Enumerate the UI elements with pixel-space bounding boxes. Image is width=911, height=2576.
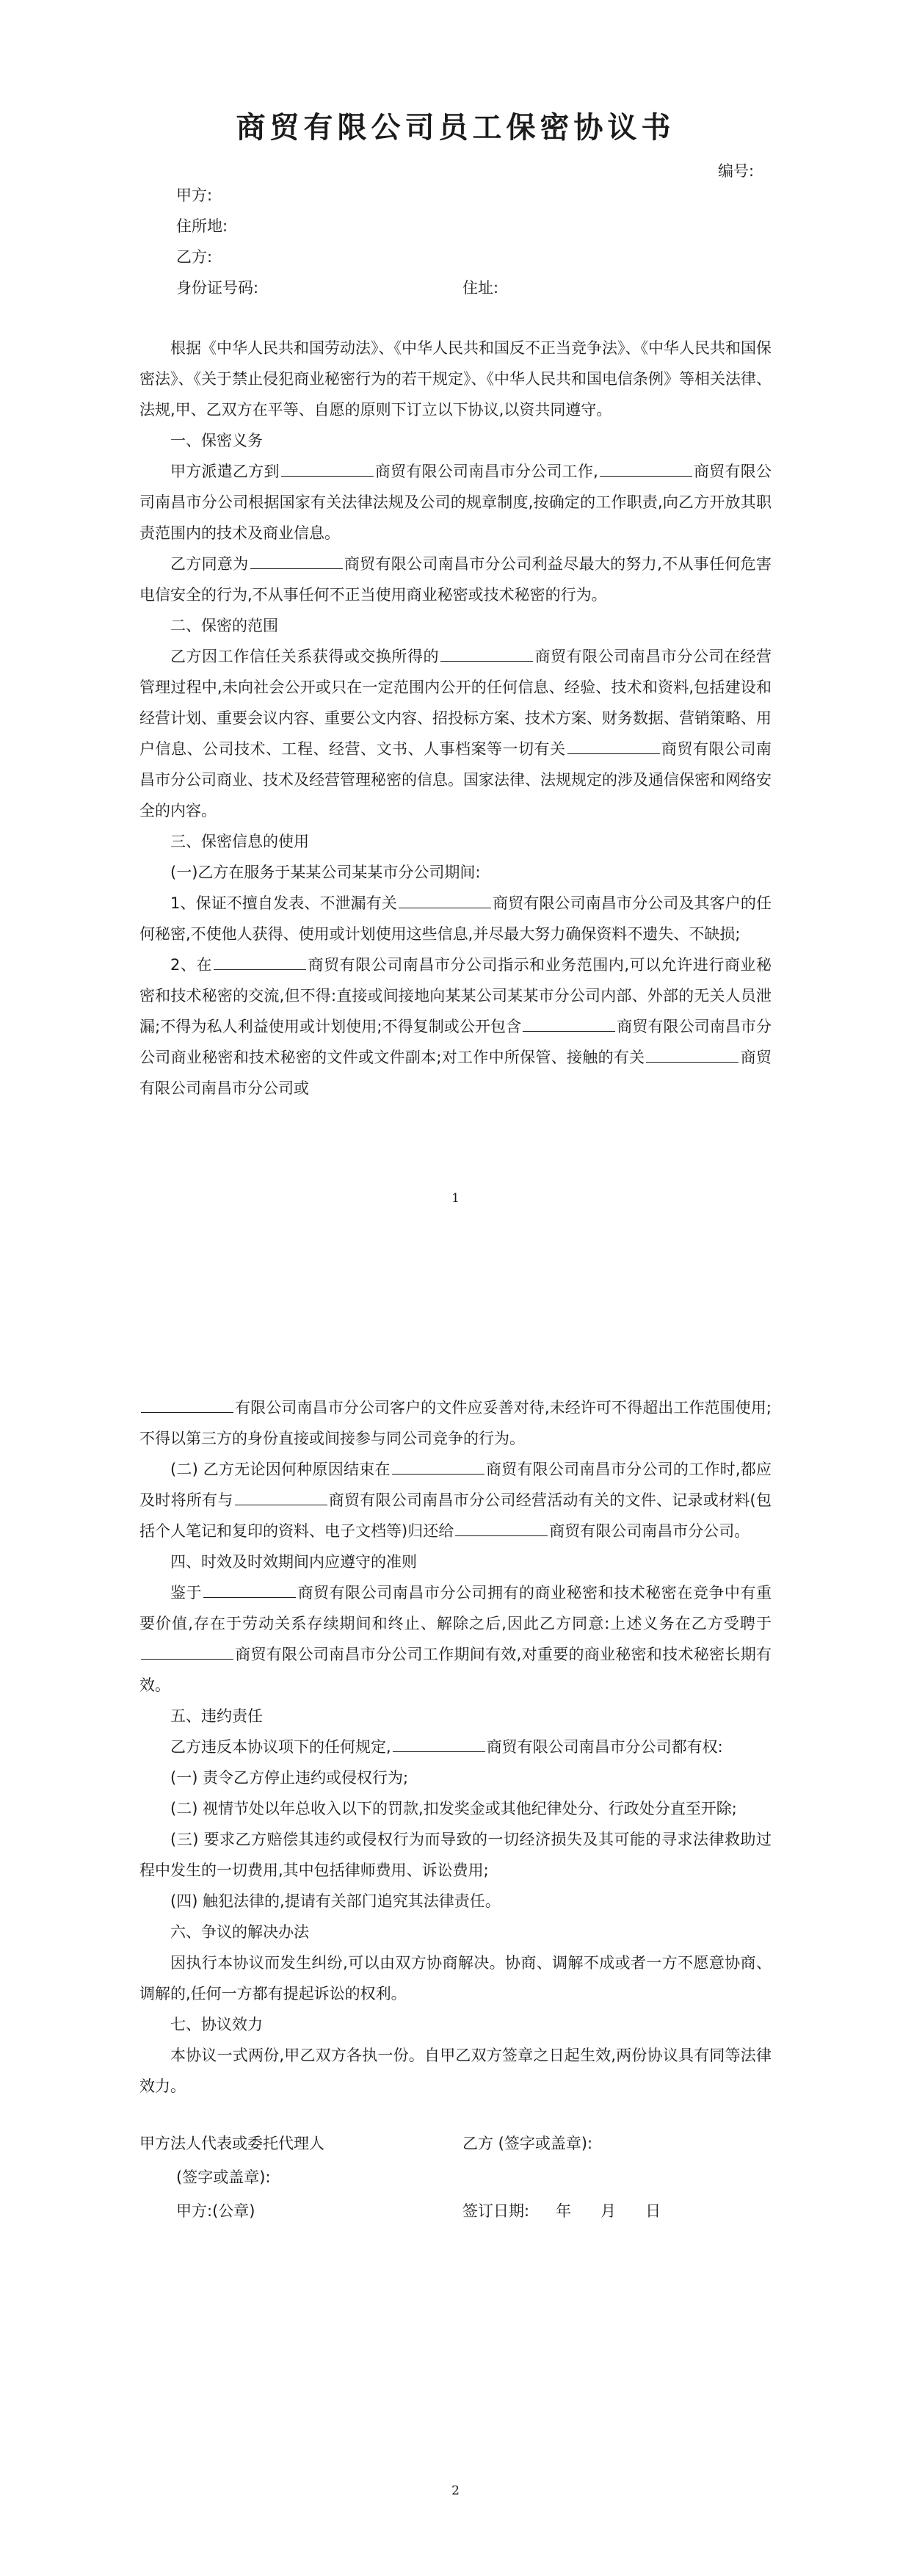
section-5-item-3: (三) 要求乙方赔偿其违约或侵权行为而导致的一切经济损失及其可能的寻求法律救助过程中发生的一切费用,其中包括律师费用、诉讼费用; [139,1831,772,1879]
section-2-heading: 二、保密的范围 [170,617,278,634]
blank-line [235,1490,327,1505]
section-5-item-1: (一) 责令乙方停止违约或侵权行为; [170,1769,409,1787]
section-3-heading: 三、保密信息的使用 [170,833,309,850]
section-5-paragraph: 乙方违反本协议项下的任何规定, 商贸有限公司南昌市分公司都有权: [170,1738,723,1756]
section-5-heading: 五、违约责任 [170,1707,263,1725]
section-1-paragraph-2: 乙方同意为 商贸有限公司南昌市分公司利益尽最大的努力,不从事任何危害电信安全的行为,不从事任何不正当使用商业秘密或技术秘密的行为。 [139,555,772,604]
party-b-signature-label: 乙方 (签字或盖章): [462,2135,593,2152]
page-1-body [139,180,772,1104]
section-5-item-2: (二) 视情节处以年总收入以下的罚款,扣发奖金或其他纪律处分、行政处分直至开除; [170,1800,737,1817]
section-3-item-1: 1、保证不擅自发表、不泄漏有关 商贸有限公司南昌市分公司及其客户的任何秘密,不使他人获得、使用或计划使用这些信息,并尽最大努力确保资料不遗失、不缺损; [139,894,772,943]
blank-line [455,1521,548,1536]
blank-line [399,893,491,908]
document-title: 商贸有限公司员工保密协议书 [236,110,675,145]
blank-line [141,1397,233,1413]
blank-line [440,646,533,662]
intro-paragraph: 根据《中华人民共和国劳动法》、《中华人民共和国反不正当竞争法》、《中华人民共和国保密法》、《关于禁止侵犯商业秘密行为的若干规定》、《中华人民共和国电信条例》等相关法律、法规,甲、乙双方在平等、自愿的原则下订立以下协议,以资共同遵守。 [139,339,772,419]
section-3-item-2: 2、在 商贸有限公司南昌市分公司指示和业务范围内,可以允许进行商业秘密和技术秘密的交流,但不得:直接或间接地向某某公司某某市分公司内部、外部的无关人员泄漏;不得为私人利益使用或计划使用;不得复制或公开包含 商贸有限公司南昌市分公司商业秘密和技术秘密的文件或文件副本;对工作中所保管、接触的有关 商贸有限公司南昌市分公司或 [139,956,772,1097]
blank-line [392,1459,484,1475]
section-2-paragraph: 乙方因工作信任关系获得或交换所得的 商贸有限公司南昌市分公司在经营管理过程中,未向社会公开或只在一定范围内公开的任何信息、经验、技术和资料,包括建设和经营计划、重要会议内容、重要公文内容、招投标方案、技术方案、财务数据、营销策略、用户信息、公司技术、工程、经营、文书、人事档案等一切有关 商贸有限公司南昌市分公司商业、技术及经营管理秘密的信息。国家法律、法规规定的涉及通信保密和网络安全的内容。 [139,648,772,820]
month-label: 月 [600,2202,617,2220]
blank-line [281,461,374,477]
section-6-paragraph: 因执行本协议而发生纠纷,可以由双方协商解决。协商、调解不成或者一方不愿意协商、调解的,任何一方都有提起诉讼的权利。 [139,1954,772,2002]
page-number: 1 [451,1191,460,1206]
party-a-label: 甲方: [176,187,213,204]
blank-line [523,1016,615,1032]
party-a-seal-label: 甲方:(公章) [176,2202,255,2220]
blank-line [203,1582,296,1598]
blank-line [141,1644,233,1660]
section-3-subheading-1: (一)乙方在服务于某某公司某某市分公司期间: [170,864,481,881]
continued-paragraph: 有限公司南昌市分公司客户的文件应妥善对待,未经许可不得超出工作范围使用;不得以第三方的身份直接或间接参与同公司竞争的行为。 [139,1399,772,1447]
id-number-label: 身份证号码: [176,279,259,297]
address-label: 住所地: [176,217,228,235]
party-a-representative-label: 甲方法人代表或委托代理人 [139,2135,324,2152]
section-5-item-4: (四) 触犯法律的,提请有关部门追究其法律责任。 [170,1892,501,1910]
section-4-paragraph: 鉴于 商贸有限公司南昌市分公司拥有的商业秘密和技术秘密在竞争中有重要价值,存在于劳动关系存续期间和终止、解除之后,因此乙方同意:上述义务在乙方受聘于商贸有限公司南昌市分公司工作期间有效,对重要的商业秘密和技术秘密长期有效。 [139,1584,772,1694]
section-3-subheading-2: (二) 乙方无论因何种原因结束在 商贸有限公司南昌市分公司的工作时,都应及时将所有与 商贸有限公司南昌市分公司经营活动有关的文件、记录或材料(包括个人笔记和复印的资料、电子文档等)归还给 商贸有限公司南昌市分公司。 [139,1461,772,1540]
year-label: 年 [556,2202,572,2220]
section-1-paragraph-1: 甲方派遣乙方到 商贸有限公司南昌市分公司工作, 商贸有限公司南昌市分公司根据国家有关法律法规及公司的规章制度,按确定的工作职责,向乙方开放其职责范围内的技术及商业信息。 [139,463,772,542]
day-label: 日 [645,2202,661,2220]
sign-or-seal-label: (签字或盖章): [176,2168,271,2186]
signature-block [139,2127,772,2228]
page-number: 2 [451,2483,460,2498]
section-6-heading: 六、争议的解决办法 [170,1923,309,1941]
party-b-label: 乙方: [176,248,213,266]
section-1-heading: 一、保密义务 [170,432,263,449]
document-number-label: 编号: [718,162,755,180]
page-2-body [139,1392,772,2228]
blank-line [250,554,343,569]
section-4-heading: 四、时效及时效期间内应遵守的准则 [170,1553,417,1571]
section-7-heading: 七、协议效力 [170,2016,263,2033]
document-page-2 [0,1288,911,2576]
residence-label: 住址: [462,279,499,297]
section-7-paragraph: 本协议一式两份,甲乙双方各执一份。自甲乙双方签章之日起生效,两份协议具有同等法律效力。 [139,2047,772,2095]
blank-line [600,461,692,477]
id-address-row [139,272,772,303]
sign-date-label: 签订日期: [462,2202,530,2220]
blank-line [646,1047,738,1063]
sign-date-row [462,2194,661,2228]
blank-line [567,739,660,754]
blank-line [214,955,306,970]
blank-line [393,1737,485,1752]
